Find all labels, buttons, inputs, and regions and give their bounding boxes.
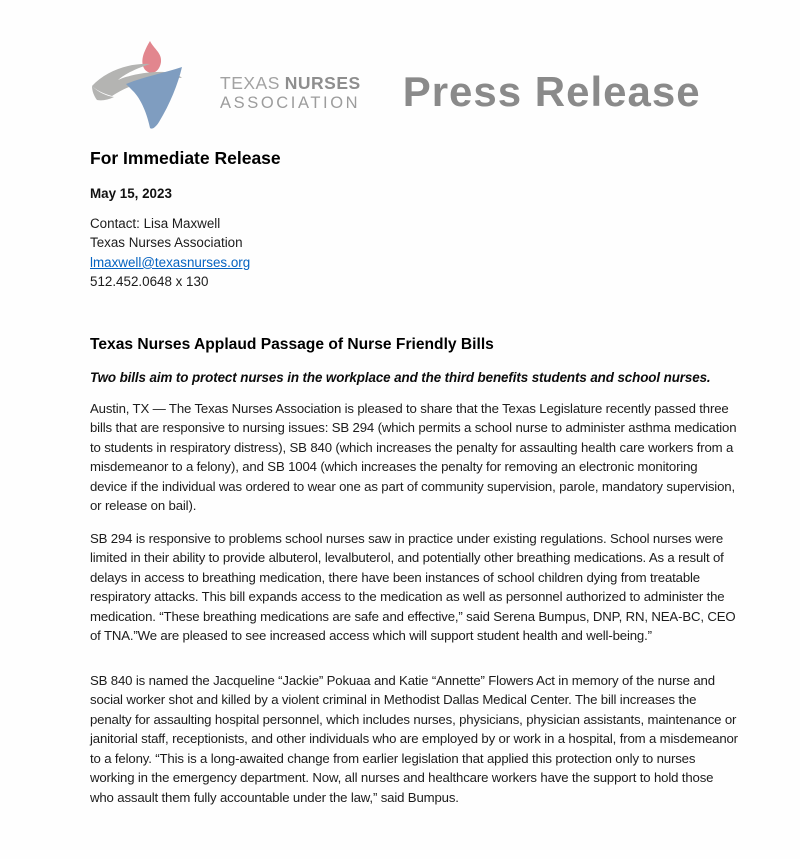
- release-date: May 15, 2023: [90, 186, 172, 201]
- tna-logo: [88, 40, 361, 138]
- masthead: [0, 0, 800, 115]
- logo-wordmark-texas: TEXAS: [220, 73, 280, 93]
- article-paragraph-2: SB 294 is responsive to problems school nurses saw in practice under existing regulations. School nurses were limited in their ability to provide albuterol, levalbuterol, and potentially other breathing medications. As a result of delays in access to breathing medication, there have been instances of school children dying from treatable respiratory attacks. This bill expands access to the medication as well as personnel authorized to administer the medication. “These breathing medications are safe and effective,” said Serena Bumpus, DNP, RN, NEA-BC, CEO of TNA.”We are pleased to see increased access which will support student health and well-being.”: [90, 530, 736, 644]
- contact-org: Texas Nurses Association: [90, 235, 243, 251]
- article-subheadline: Two bills aim to protect nurses in the workplace and the third benefits students and school nurses.: [90, 369, 711, 385]
- flame-icon: [142, 41, 161, 73]
- contact-block: [90, 214, 738, 292]
- logo-wordmark: [220, 74, 361, 113]
- press-release-title: Press Release: [402, 68, 701, 115]
- article-headline: Texas Nurses Applaud Passage of Nurse Friendly Bills: [90, 335, 494, 353]
- article-paragraph-1: Austin, TX — The Texas Nurses Association is pleased to share that the Texas Legislature recently passed three bills that are responsive to nursing issues: SB 294 (which permits a school nurse to administer asthma medication to students in respiratory distress), SB 840 (which increases the penalty for assaulting health care workers from a misdemeanor to a felony), and SB 1004 (which increases the penalty for removing an electronic monitoring device if the individual was ordered to wear one as part of community supervision, parole, mandatory supervision, or release on bail).: [90, 400, 737, 514]
- contact-name: Contact: Lisa Maxwell: [90, 216, 221, 231]
- press-release-body: [0, 148, 800, 807]
- contact-phone: 512.452.0648 x 130: [90, 274, 209, 290]
- logo-wordmark-association: ASSOCIATION: [220, 94, 361, 112]
- logo-wordmark-nurses: NURSES: [284, 73, 361, 93]
- tna-torch-icon: [88, 40, 218, 138]
- article-paragraph-3: SB 840 is named the Jacqueline “Jackie” Pokuaa and Katie “Annette” Flowers Act in memory of the nurse and social worker shot and killed by a violent criminal in Methodist Dallas Medical Center. The bill increases the penalty for assaulting hospital personnel, which includes nurses, physicians, physician assistants, maintenance or janitorial staff, receptionists, and other individuals who are employed by or work in a hospital, from a misdemeanor to a felony. “This is a long-awaited change from earlier legislation that applied this protection only to nurses working in the emergency department. Now, all nurses and healthcare workers have the support to hold those who assault them fully accountable under the law,” said Bumpus.: [90, 672, 738, 805]
- for-immediate-release-label: For Immediate Release: [90, 148, 281, 168]
- contact-email-link[interactable]: lmaxwell@texasnurses.org: [90, 254, 251, 270]
